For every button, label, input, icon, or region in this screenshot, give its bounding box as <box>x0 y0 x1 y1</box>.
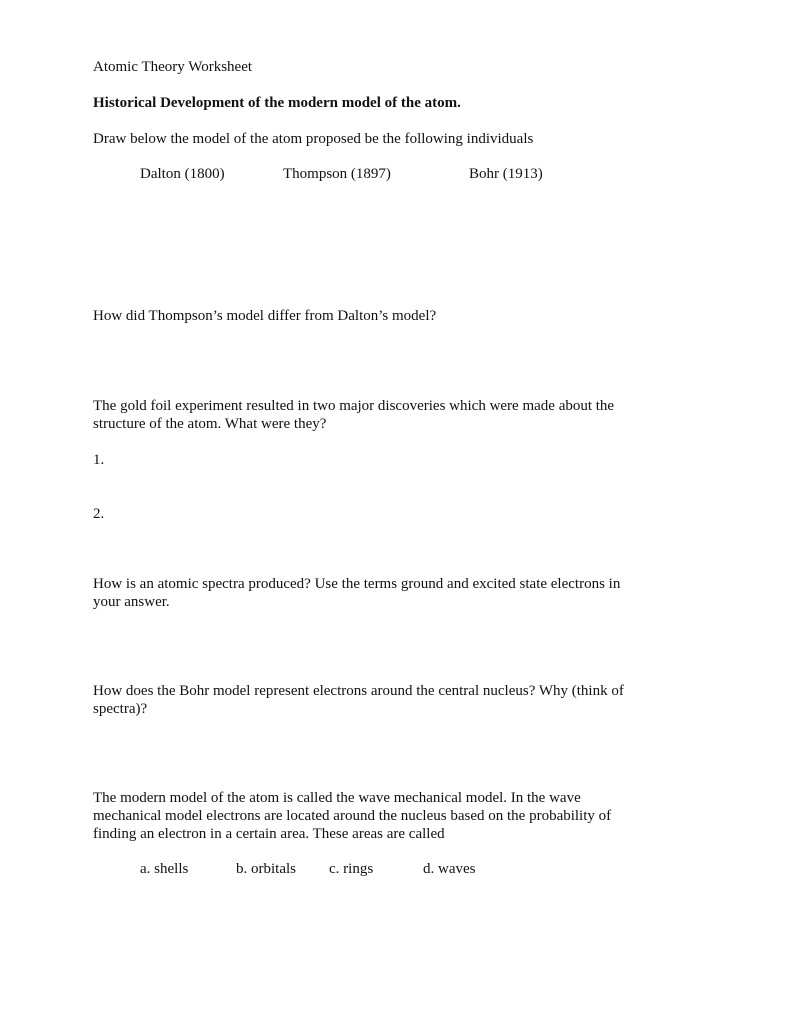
question-line: finding an electron in a certain area. These areas are called <box>93 826 445 842</box>
question-line: structure of the atom. What were they? <box>93 416 327 432</box>
question-line: How is an atomic spectra produced? Use the terms ground and excited state electrons in <box>93 576 621 592</box>
worksheet-title: Atomic Theory Worksheet <box>93 59 253 75</box>
model-bohr: Bohr (1913) <box>469 166 543 182</box>
question-line: The modern model of the atom is called the wave mechanical model. In the wave <box>93 790 581 806</box>
model-thompson: Thompson (1897) <box>283 166 391 182</box>
model-dalton: Dalton (1800) <box>140 166 225 182</box>
question-line: mechanical model electrons are located around the nucleus based on the probability of <box>93 808 612 824</box>
question-line: How does the Bohr model represent electrons around the central nucleus? Why (think of <box>93 683 624 699</box>
choice-a: a. shells <box>140 861 189 877</box>
answer-item-2: 2. <box>93 506 105 522</box>
question-gold-foil <box>93 397 653 433</box>
answer-item-1: 1. <box>93 452 105 468</box>
instruction-text: Draw below the model of the atom proposed be the following individuals <box>93 131 534 147</box>
question-line: The gold foil experiment resulted in two major discoveries which were made about the <box>93 398 615 414</box>
choice-d: d. waves <box>423 861 476 877</box>
section-heading: Historical Development of the modern model of the atom. <box>93 95 461 111</box>
question-spectra <box>93 575 653 611</box>
question-bohr <box>93 682 653 718</box>
question-wave-model <box>93 789 653 843</box>
question-thompson: How did Thompson’s model differ from Dalton’s model? <box>93 308 437 324</box>
question-line: spectra)? <box>93 701 148 717</box>
choice-c: c. rings <box>329 861 374 877</box>
choice-b: b. orbitals <box>236 861 296 877</box>
question-line: your answer. <box>93 594 170 610</box>
